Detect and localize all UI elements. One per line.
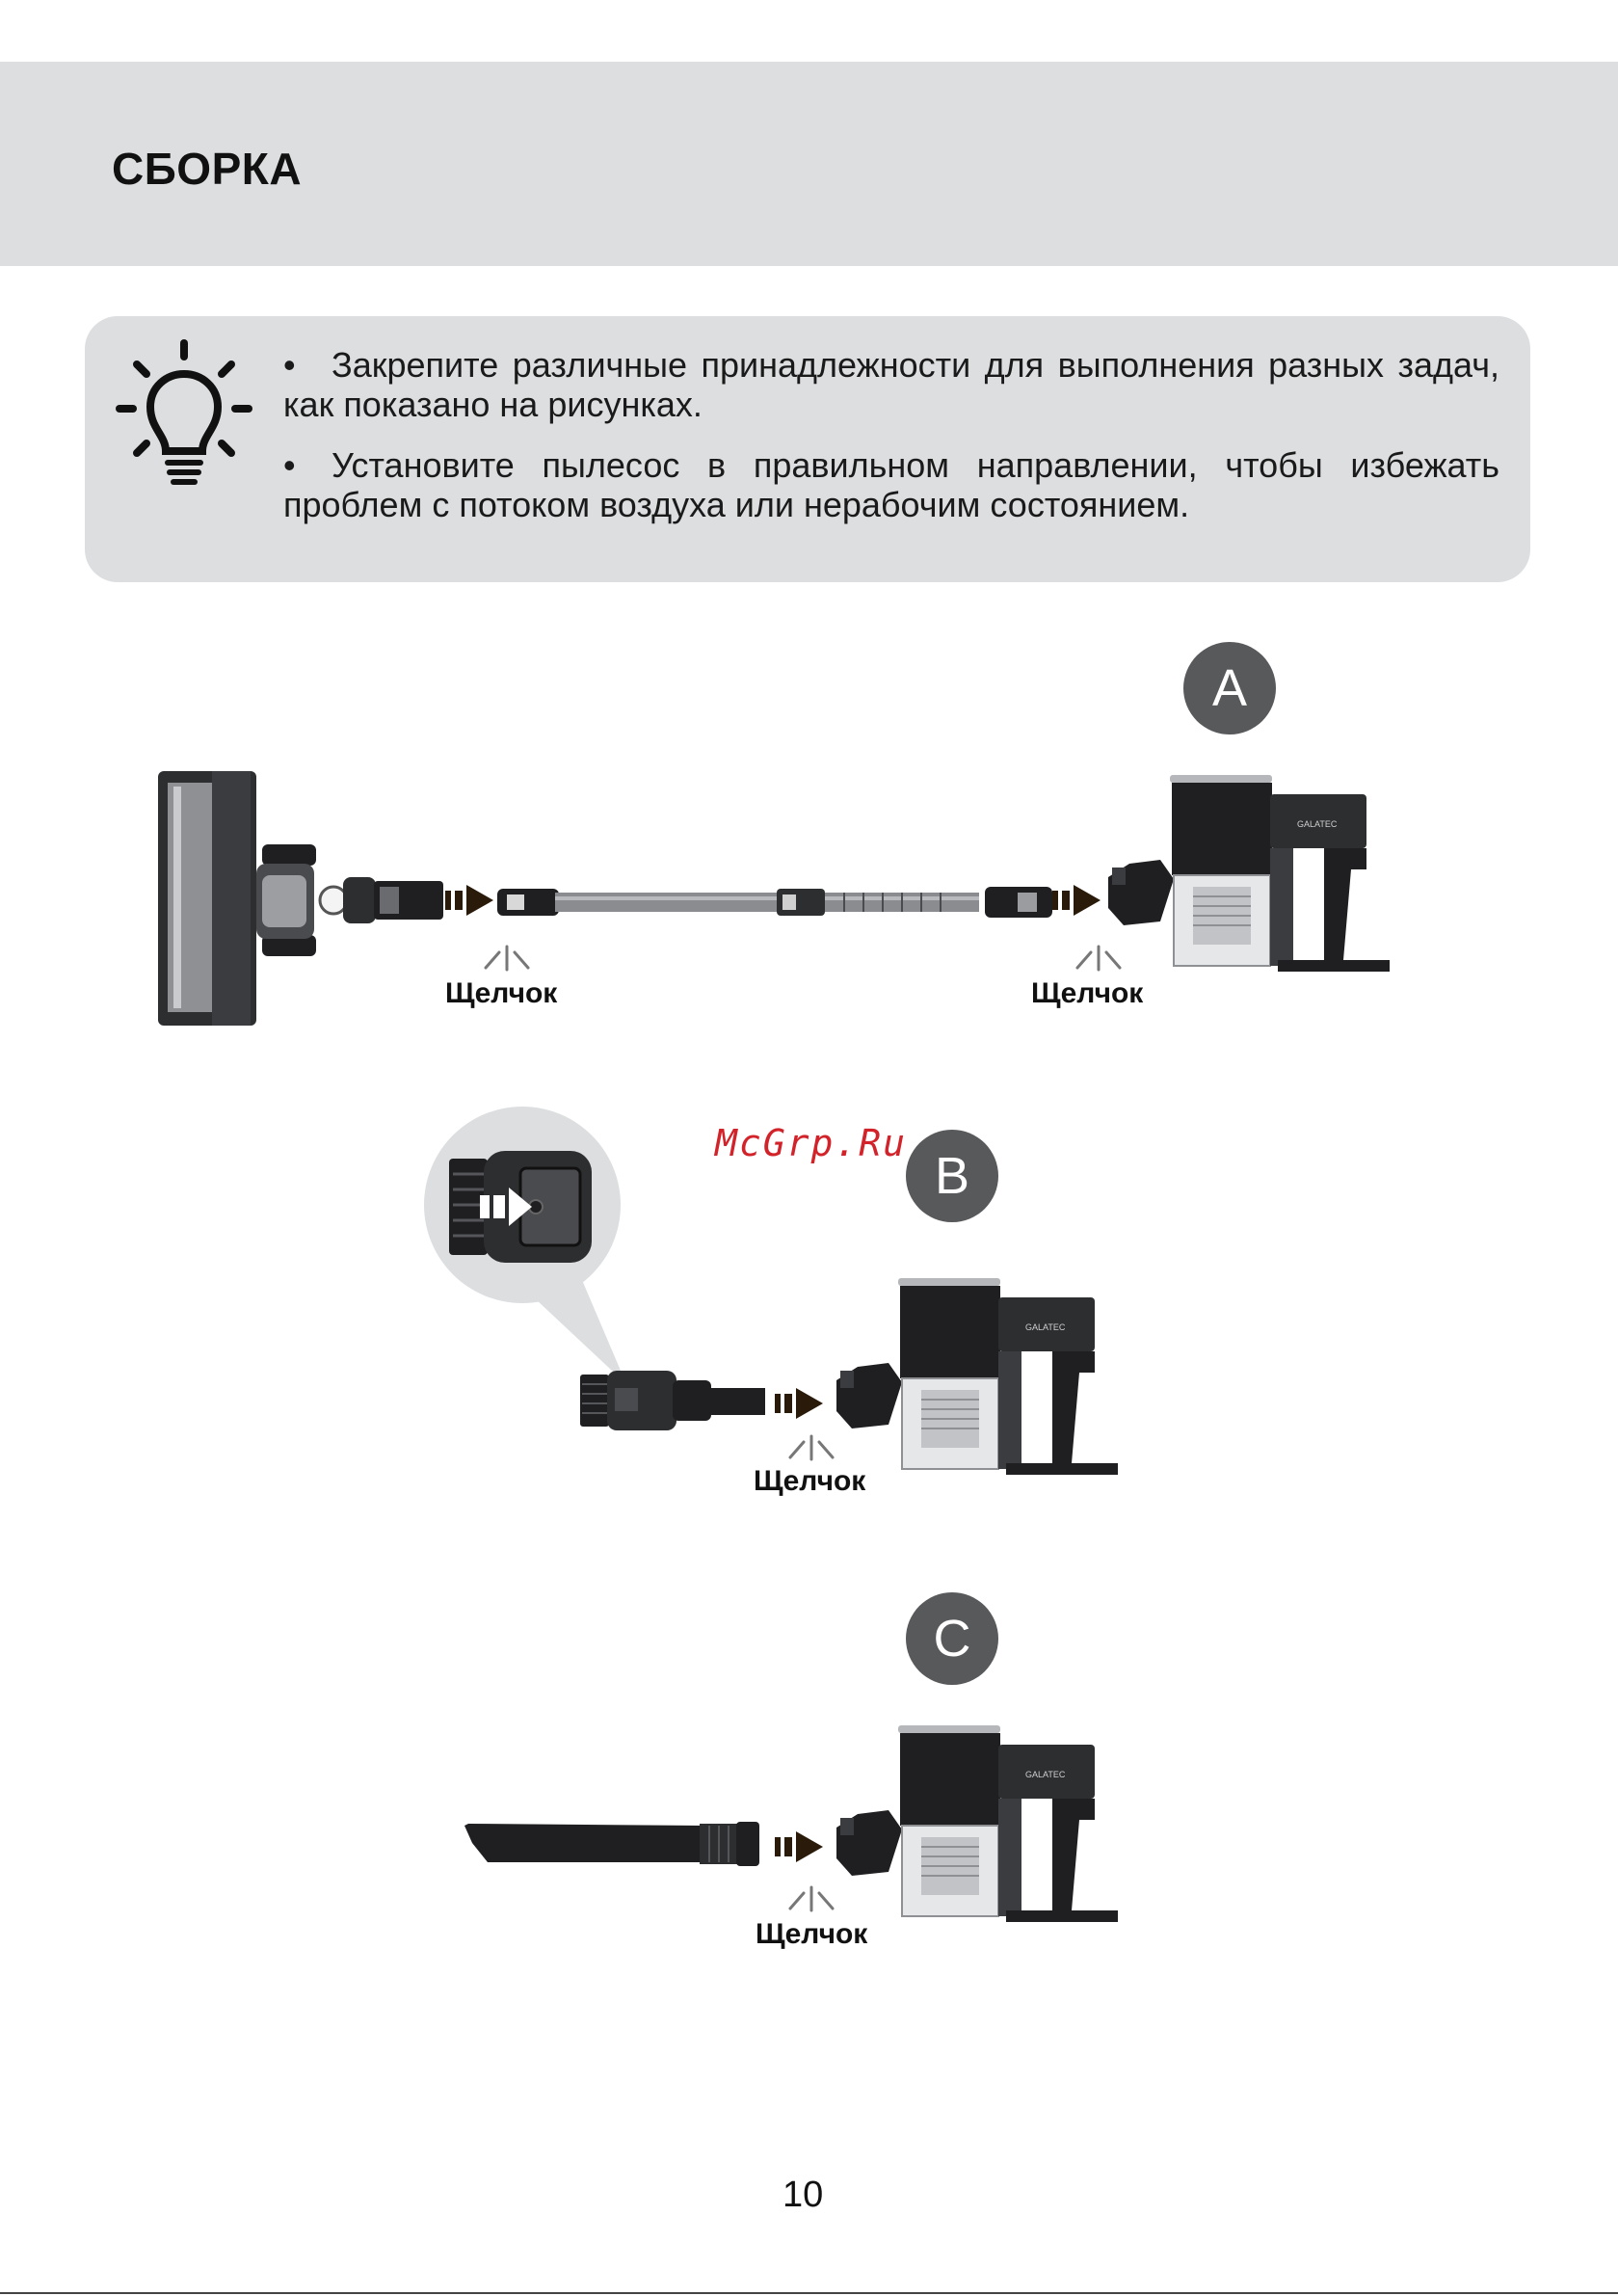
- tip-item: • Закрепите различные принадлежности для выполнения разных задач, как показано на рисунках.: [283, 345, 1499, 424]
- click-arrow-icon: [1052, 881, 1102, 920]
- figure-c-badge: C: [906, 1592, 998, 1685]
- click-sound-icon: [478, 941, 536, 972]
- click-sound-icon: [1070, 941, 1127, 972]
- crevice-tool-illustration: [464, 1822, 759, 1870]
- nozzle-detail-callout: [420, 1107, 632, 1386]
- click-label: Щелчок: [756, 1918, 868, 1950]
- click-arrow-icon: [445, 881, 495, 920]
- click-label: Щелчок: [754, 1465, 866, 1497]
- tip-list: [283, 345, 1499, 546]
- handheld-vacuum-illustration: [1104, 771, 1390, 975]
- extension-tube-illustration: [497, 879, 1052, 925]
- bottom-rule: [0, 2292, 1618, 2294]
- handheld-vacuum-illustration: [833, 1274, 1118, 1479]
- crevice-brush-illustration: [580, 1371, 765, 1432]
- click-label: Щелчок: [1031, 977, 1144, 1009]
- floor-brush-illustration: [154, 771, 443, 1041]
- click-sound-icon: [782, 1882, 840, 1912]
- handheld-vacuum-illustration: [833, 1722, 1118, 1926]
- tip-item: • Установите пылесос в правильном направлении, чтобы избежать проблем с потоком воздуха или нерабочим состоянием.: [283, 445, 1499, 524]
- figure-b-badge: B: [906, 1130, 998, 1222]
- watermark: McGrp.Ru: [715, 1122, 908, 1164]
- lightbulb-icon: [112, 328, 256, 492]
- click-arrow-icon: [775, 1828, 825, 1866]
- figure-a-badge: A: [1183, 642, 1276, 734]
- click-arrow-icon: [775, 1384, 825, 1423]
- brand-logo: GALATEC: [1297, 819, 1338, 829]
- click-label: Щелчок: [445, 977, 558, 1009]
- tip-box: [85, 316, 1530, 582]
- page-title: СБОРКА: [112, 144, 303, 194]
- click-sound-icon: [782, 1430, 840, 1461]
- brand-logo: GALATEC: [1025, 1770, 1066, 1779]
- brand-logo: GALATEC: [1025, 1322, 1066, 1332]
- page-number: 10: [782, 2175, 824, 2215]
